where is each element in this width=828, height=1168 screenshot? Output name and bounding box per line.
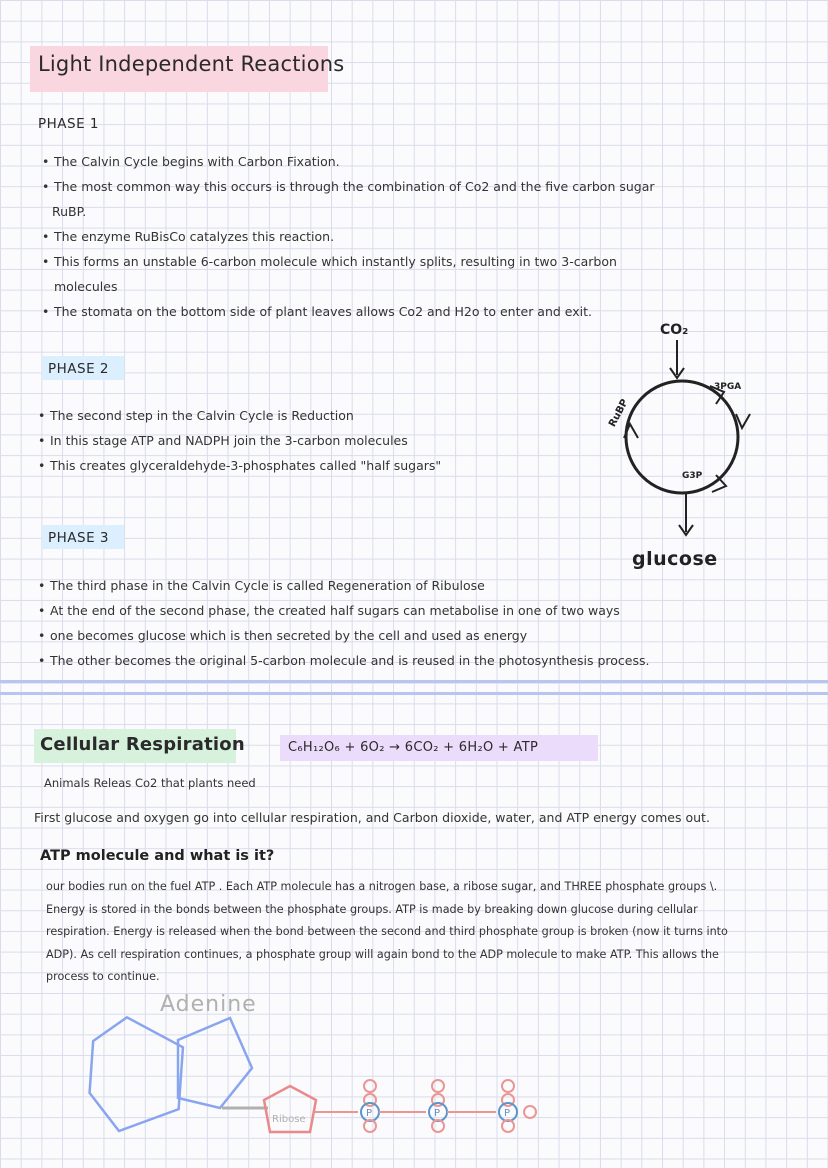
atp-heading: ATP molecule and what is it? — [40, 848, 275, 864]
cellular-title: Cellular Respiration — [40, 734, 245, 755]
ribose-label: Ribose — [272, 1114, 306, 1125]
phosphate-group-3 — [499, 1080, 536, 1132]
glucose-label: glucose — [632, 548, 718, 570]
section-divider — [0, 692, 828, 695]
list-item: • The other becomes the original 5-carbon molecule and is reused in the photosynthesis process. — [38, 648, 818, 673]
g3p-label: G3P — [682, 471, 703, 481]
calvin-cycle-diagram — [590, 310, 760, 580]
phase3-heading: PHASE 3 — [48, 530, 110, 546]
list-item-continuation: RuBP. — [52, 204, 87, 219]
list-item — [42, 249, 742, 299]
list-item: • The second step in the Calvin Cycle is Reduction — [38, 403, 578, 428]
atp-line: our bodies run on the fuel ATP . Each ATP molecule has a nitrogen base, a ribose sugar, and THREE phosphate groups \. — [46, 880, 718, 893]
phosphate-group-2 — [429, 1080, 447, 1132]
phase2-heading: PHASE 2 — [48, 361, 110, 377]
list-item: • At the end of the second phase, the created half sugars can metabolise in one of two ways — [38, 598, 818, 623]
phosphate-label: P — [366, 1108, 373, 1119]
rubp-label: RuBP — [607, 397, 631, 429]
page-title: Light Independent Reactions — [38, 52, 345, 76]
list-item: • The third phase in the Calvin Cycle is called Regeneration of Ribulose — [38, 573, 818, 598]
co2-label: CO₂ — [660, 322, 689, 338]
animals-note: Animals Releas Co2 that plants need — [44, 776, 256, 790]
list-item-text: The most common way this occurs is through the combination of Co2 and the five carbon sugar — [54, 179, 655, 194]
list-item — [42, 174, 742, 224]
adenine-label: Adenine — [160, 992, 257, 1017]
phase1-heading: PHASE 1 — [38, 116, 100, 132]
list-item: • The enzyme RuBisCo catalyzes this reaction. — [42, 224, 742, 249]
atp-molecule-diagram — [80, 1000, 560, 1168]
phosphate-label: P — [504, 1108, 511, 1119]
atp-line: respiration. Energy is released when the bond between the second and third phosphate group is broken (now it turns into — [46, 925, 728, 938]
list-item: • The stomata on the bottom side of plant leaves allows Co2 and H2o to enter and exit. — [42, 299, 742, 324]
atp-line: Energy is stored in the bonds between the phosphate groups. ATP is made by breaking down glucose during cellular — [46, 902, 698, 916]
ribose-pentagon — [264, 1086, 316, 1132]
phase2-list — [38, 403, 578, 478]
respiration-summary: First glucose and oxygen go into cellular respiration, and Carbon dioxide, water, and ATP energy comes out. — [34, 810, 710, 825]
section-divider — [0, 680, 828, 683]
list-item: • one becomes glucose which is then secreted by the cell and used as energy — [38, 623, 818, 648]
list-item: • In this stage ATP and NADPH join the 3-carbon molecules — [38, 428, 578, 453]
list-item: • The Calvin Cycle begins with Carbon Fixation. — [42, 149, 742, 174]
atp-paragraph — [46, 876, 792, 989]
list-item: • This creates glyceraldehyde-3-phosphates called "half sugars" — [38, 453, 578, 478]
pga-label: 3PGA — [714, 382, 742, 392]
phosphate-group-1 — [361, 1080, 379, 1132]
adenine-hexagon — [87, 1015, 185, 1135]
list-item-text: This forms an unstable 6-carbon molecule which instantly splits, resulting in two 3-carbon — [54, 254, 617, 269]
phase3-list — [38, 573, 818, 673]
atp-line: process to continue. — [46, 970, 160, 983]
adenine-pentagon — [178, 1018, 252, 1108]
respiration-equation: C₆H₁₂O₆ + 6O₂ → 6CO₂ + 6H₂O + ATP — [288, 740, 539, 755]
atp-line: ADP). As cell respiration continues, a phosphate group will again bond to the ADP molecule to make ATP. This allows the — [46, 947, 719, 961]
phosphate-label: P — [434, 1108, 441, 1119]
list-item-continuation: molecules — [54, 279, 118, 294]
phase1-list — [42, 149, 742, 324]
